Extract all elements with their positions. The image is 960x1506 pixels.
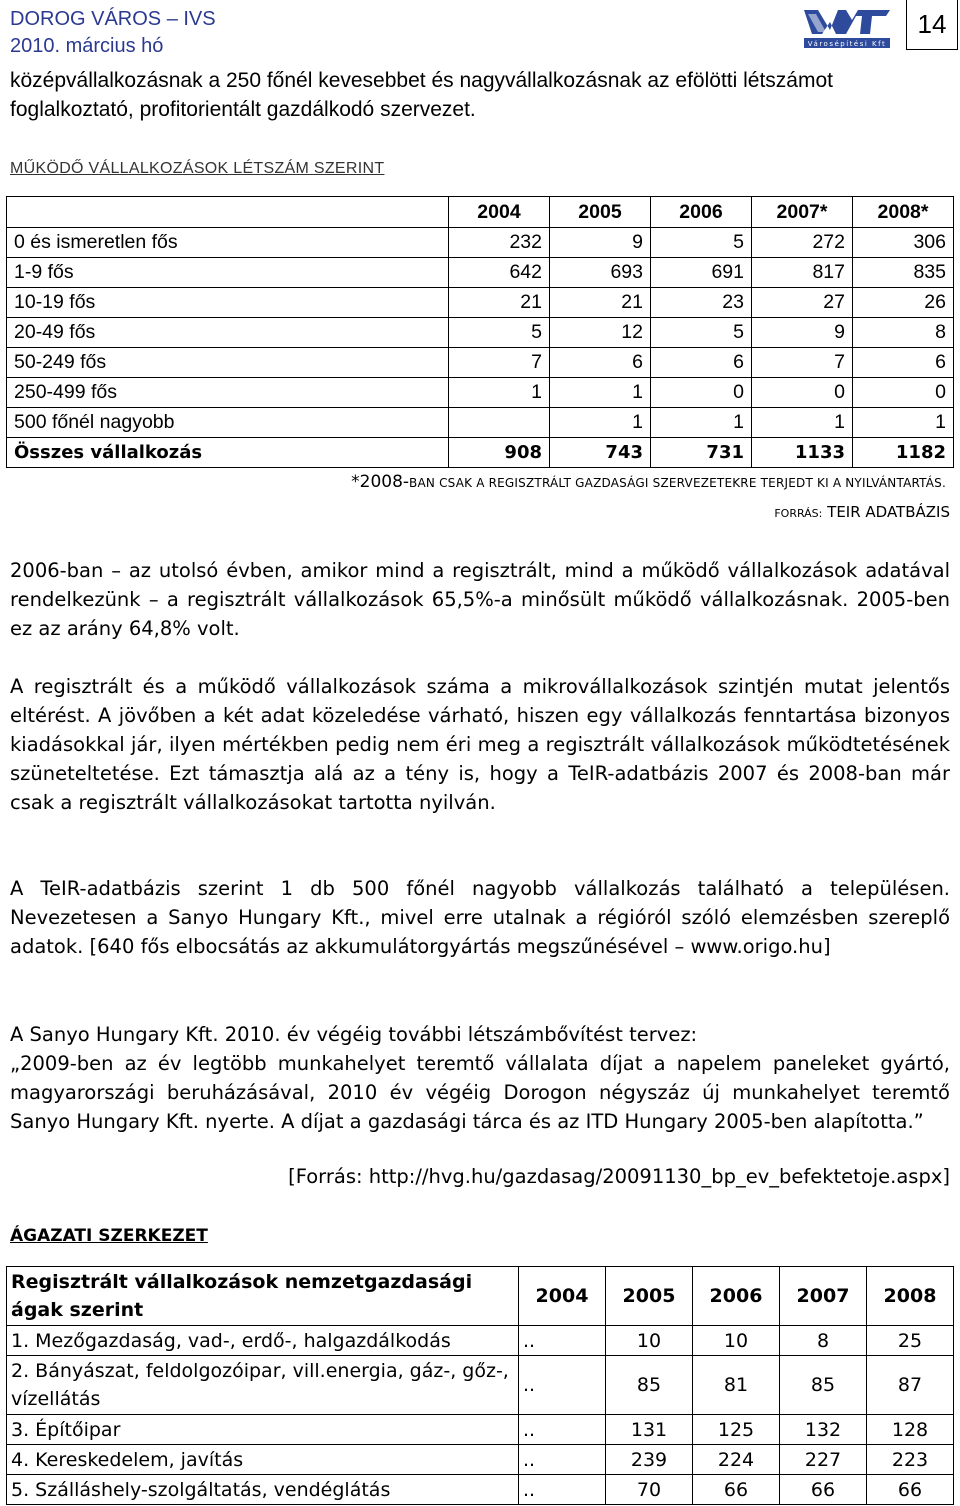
row-label: 50-249 fős [7, 348, 449, 378]
cell: 10 [606, 1326, 693, 1356]
cell: 125 [693, 1415, 780, 1445]
table-row [7, 1415, 954, 1445]
cell: 0 [853, 378, 954, 408]
table-row [7, 318, 954, 348]
cell: 306 [853, 228, 954, 258]
footnote-prefix: *2008- [351, 472, 410, 492]
table-header-row [7, 197, 954, 228]
table-row [7, 408, 954, 438]
total-cell: 731 [651, 438, 752, 468]
row-label: 1-9 fős [7, 258, 449, 288]
cell: 7 [752, 348, 853, 378]
table-header-row [7, 1267, 954, 1326]
paragraph-2006: 2006-ban – az utolsó évben, amikor mind a regisztrált, mind a működő vállalkozások adatával rendelkezünk – a regisztrált vállalkozások 65,5%-a minősült működő vállalkozásnak. 2005-ben ez az arány 64,8% volt. [10, 559, 950, 640]
cell: 66 [780, 1475, 867, 1505]
year-header: 2004 [449, 197, 550, 228]
cell: 1 [651, 408, 752, 438]
row-label: 500 főnél nagyobb [7, 408, 449, 438]
table-row [7, 348, 954, 378]
document-date: 2010. március hó [10, 35, 164, 57]
cell: .. [519, 1475, 606, 1505]
cell: 5 [651, 318, 752, 348]
year-header: 2006 [693, 1267, 780, 1326]
row-label: 10-19 fős [7, 288, 449, 318]
cell: 223 [867, 1445, 954, 1475]
document-title: DOROG VÁROS – IVS [10, 8, 216, 30]
cell: .. [519, 1445, 606, 1475]
cell: 128 [867, 1415, 954, 1445]
cell: 10 [693, 1326, 780, 1356]
sector-table [6, 1266, 954, 1505]
cell: 6 [651, 348, 752, 378]
cell: 26 [853, 288, 954, 318]
cell: 25 [867, 1326, 954, 1356]
sector-label: 2. Bányászat, feldolgozóipar, vill.energia, gáz-, gőz-, vízellátás [7, 1356, 519, 1415]
cell: 70 [606, 1475, 693, 1505]
table-row [7, 288, 954, 318]
cell: 66 [693, 1475, 780, 1505]
table-row [7, 378, 954, 408]
cell: 131 [606, 1415, 693, 1445]
cell: 7 [449, 348, 550, 378]
table-row [7, 228, 954, 258]
table-header-empty [7, 197, 449, 228]
cell: 132 [780, 1415, 867, 1445]
cell: 5 [449, 318, 550, 348]
company-logo [800, 4, 894, 50]
cell: 87 [867, 1356, 954, 1415]
paragraph-teir: A TeIR-adatbázis szerint 1 db 500 főnél nagyobb vállalkozás található a településen. Nevezetesen a Sanyo Hungary Kft., mivel erre utalnak a régióról szóló elemzésben szereplő adatok. [640 fős elbocsátás az akkumulátorgyártás megszűnésével – www.origo.hu] [10, 877, 950, 958]
section-title: ÁGAZATI SZERKEZET [10, 1226, 208, 1246]
source-label: FORRÁS: [774, 507, 823, 520]
source-value: TEIR ADATBÁZIS [827, 503, 950, 521]
paragraph-difference: A regisztrált és a működő vállalkozások száma a mikrovállalkozások szintjén mutat jelentős eltérést. A jövőben a két adat közeledése várható, hiszen egy vállalkozás fenntartása bizonyos kiadásokkal jár, ilyen mértékben pedig nem éri meg a regisztrált vállalkozások működtetésének szüneteltetése. Ezt támasztja alá az a tény is, hogy a TeIR-adatbázis 2007 és 2008-ban már csak a regisztrált vállalkozásokat tartotta nyilván. [10, 675, 950, 814]
cell [449, 408, 550, 438]
year-header: 2005 [550, 197, 651, 228]
cell: 8 [780, 1326, 867, 1356]
row-label: 250-499 fős [7, 378, 449, 408]
intro-paragraph: középvállalkozásnak a 250 főnél kevesebbet és nagyvállalkozásnak az efölötti létszámot foglalkoztató, profitorientált gazdálkodó szervezet. [10, 69, 833, 121]
cell: 5 [651, 228, 752, 258]
cell: 21 [550, 288, 651, 318]
year-header: 2008* [853, 197, 954, 228]
cell: 1 [449, 378, 550, 408]
cell: 27 [752, 288, 853, 318]
year-header: 2004 [519, 1267, 606, 1326]
cell: 642 [449, 258, 550, 288]
cell: 817 [752, 258, 853, 288]
cell: 227 [780, 1445, 867, 1475]
cell: 1 [550, 408, 651, 438]
cell: 1 [550, 378, 651, 408]
row-label: 0 és ismeretlen fős [7, 228, 449, 258]
cell: 23 [651, 288, 752, 318]
sector-label: 3. Építőipar [7, 1415, 519, 1445]
paragraph-sanyo: A Sanyo Hungary Kft. 2010. év végéig további létszámbővítést tervez: [10, 1023, 698, 1046]
total-row [7, 438, 954, 468]
table-row [7, 1445, 954, 1475]
year-header: 2005 [606, 1267, 693, 1326]
cell: 272 [752, 228, 853, 258]
sector-label: 4. Kereskedelem, javítás [7, 1445, 519, 1475]
cell: 0 [651, 378, 752, 408]
sector-label: 5. Szálláshely-szolgáltatás, vendéglátás [7, 1475, 519, 1505]
table1-source [774, 503, 950, 521]
quote-source: [Forrás: http://hvg.hu/gazdasag/20091130_bp_ev_befektetoje.aspx] [288, 1165, 950, 1188]
cell: .. [519, 1356, 606, 1415]
cell: 239 [606, 1445, 693, 1475]
cell: 85 [606, 1356, 693, 1415]
cell: 693 [550, 258, 651, 288]
cell: 85 [780, 1356, 867, 1415]
table-row [7, 258, 954, 288]
cell: 224 [693, 1445, 780, 1475]
total-cell: 908 [449, 438, 550, 468]
table-row [7, 1475, 954, 1505]
table-row [7, 1356, 954, 1415]
employee-size-table [6, 196, 954, 468]
cell: 66 [867, 1475, 954, 1505]
page-number: 14 [906, 0, 958, 50]
table1-footnote [351, 472, 946, 492]
logo-text: Városépítési Kft [807, 40, 887, 48]
row-label: 20-49 fős [7, 318, 449, 348]
table1-title: MŰKÖDŐ VÁLLALKOZÁSOK LÉTSZÁM SZERINT [10, 160, 385, 177]
cell: .. [519, 1415, 606, 1445]
cell: 835 [853, 258, 954, 288]
cell: 6 [550, 348, 651, 378]
total-cell: 743 [550, 438, 651, 468]
table-row [7, 1326, 954, 1356]
cell: .. [519, 1326, 606, 1356]
cell: 6 [853, 348, 954, 378]
year-header: 2006 [651, 197, 752, 228]
cell: 1 [853, 408, 954, 438]
quote-paragraph: „2009-ben az év legtöbb munkahelyet teremtő vállalata díjat a napelem paneleket gyártó, magyarországi beruházásával, 2010 év végéig Dorogon négyszáz új munkahelyet teremtő Sanyo Hungary Kft. nyerte. A díjat a gazdasági tárca és az ITD Hungary 2005-ben alapította.” [10, 1052, 950, 1133]
footnote-text: BAN CSAK A REGISZTRÁLT GAZDASÁGI SZERVEZETEKRE TERJEDT KI A NYILVÁNTARTÁS. [409, 476, 946, 490]
document-header [10, 6, 216, 60]
total-cell: 1182 [853, 438, 954, 468]
cell: 8 [853, 318, 954, 348]
cell: 1 [752, 408, 853, 438]
cell: 691 [651, 258, 752, 288]
sector-header-label: Regisztrált vállalkozások nemzetgazdasági ágak szerint [7, 1267, 519, 1326]
sector-label: 1. Mezőgazdaság, vad-, erdő-, halgazdálkodás [7, 1326, 519, 1356]
cell: 81 [693, 1356, 780, 1415]
cell: 9 [752, 318, 853, 348]
cell: 0 [752, 378, 853, 408]
year-header: 2008 [867, 1267, 954, 1326]
total-cell: 1133 [752, 438, 853, 468]
cell: 232 [449, 228, 550, 258]
year-header: 2007 [780, 1267, 867, 1326]
cell: 9 [550, 228, 651, 258]
year-header: 2007* [752, 197, 853, 228]
total-label: Összes vállalkozás [7, 438, 449, 468]
cell: 21 [449, 288, 550, 318]
cell: 12 [550, 318, 651, 348]
